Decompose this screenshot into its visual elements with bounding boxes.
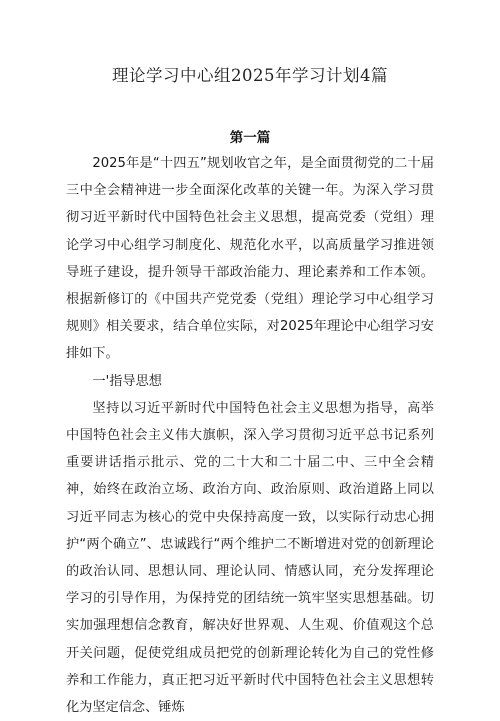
paragraph-intro: 2025年是“十四五”规划收官之年，是全面贯彻党的二十届三中全会精神进一步全面深化改革的关键一年。为深入学习贯彻习近平新时代中国特色社会主义思想，提高党委（党组）理论学习中心组学习制度化、规范化水平，以高质量学习推进领导班子建设，提升领导干部政治能力、理论素养和工作本领。根据新修订的《中国共产党党委（党组）理论学习中心组学习规则》相关要求，结合单位实际，对2025年理论中心组学习安排如下。 xyxy=(66,156,434,362)
section-title: 第一篇 xyxy=(229,130,271,146)
heading-guiding-thought: 一'指导思想 xyxy=(92,373,162,389)
document-title: 理论学习中心组2025年学习计划4篇 xyxy=(112,66,388,85)
paragraph-guiding-thought: 坚持以习近平新时代中国特色社会主义思想为指导，高举中国特色社会主义伟大旗帜，深入学习贯彻习近平总书记系列重要讲话指示批示、党的二十大和二十届二中、三中全会精神，始终在政治立场、政治方向、政治原则、政治道路上同以习近平同志为核心的党中央保持高度一致，以实际行动忠心拥护“两个确立”、忠诚践行“两个维护二不断增进对党的创新理论的政治认同、思想认同、理论认同、情感认同，充分发挥理论学习的引导作用，为保持党的团结统一筑牢坚实思想基础。切实加强理想信念教育，解决好世界观、人生观、价值观这个总开关问题，促使党组成员把党的创新理论转化为自己的党性修养和工作能力，真正把习近平新时代中国特色社会主义思想转化为坚定信念、锤炼 xyxy=(66,400,434,716)
